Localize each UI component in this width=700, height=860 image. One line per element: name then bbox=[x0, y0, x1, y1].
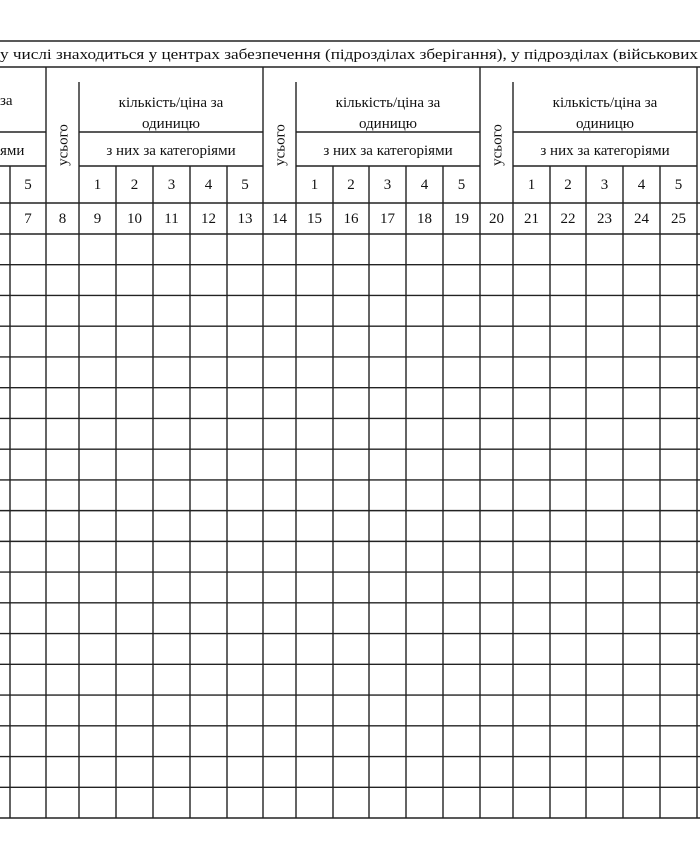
category-number: 5 bbox=[457, 177, 466, 193]
column-index: 23 bbox=[597, 211, 612, 227]
category-number: 1 bbox=[310, 177, 319, 193]
total-label: усього bbox=[489, 124, 506, 166]
partial-column-index: 7 bbox=[24, 211, 32, 227]
category-number: 2 bbox=[130, 177, 139, 193]
categories-label: з них за категоріями bbox=[106, 143, 236, 159]
category-number: 5 bbox=[674, 177, 683, 193]
category-number: 5 bbox=[241, 177, 249, 193]
column-index: 20 bbox=[489, 211, 504, 227]
column-index: 13 bbox=[237, 211, 253, 227]
total-label: усього bbox=[272, 124, 289, 166]
category-number: 2 bbox=[564, 177, 572, 193]
qty-price-label: одиницю bbox=[141, 116, 201, 132]
category-number: 4 bbox=[204, 177, 213, 193]
category-number: 4 bbox=[420, 177, 429, 193]
qty-price-label: кількість/ціна за bbox=[552, 95, 658, 111]
column-index: 12 bbox=[201, 211, 216, 227]
table-title: у числі знаходиться у центрах забезпечення (підрозділах зберігання), у підрозділах (військових bbox=[0, 47, 699, 63]
column-index: 21 bbox=[524, 211, 539, 227]
column-index: 10 bbox=[127, 211, 142, 227]
category-number: 3 bbox=[383, 177, 392, 193]
column-index: 16 bbox=[343, 211, 359, 227]
qty-price-label: одиницю bbox=[358, 116, 418, 132]
partial-category-number: 5 bbox=[24, 177, 32, 193]
total-label: усього bbox=[55, 124, 72, 166]
category-number: 3 bbox=[167, 177, 176, 193]
category-number: 4 bbox=[637, 177, 646, 193]
category-number: 3 bbox=[600, 177, 609, 193]
category-number: 1 bbox=[93, 177, 102, 193]
categories-label: з них за категоріями bbox=[323, 143, 453, 159]
partial-header-top: за bbox=[0, 93, 13, 109]
column-index: 22 bbox=[560, 211, 576, 227]
column-index: 24 bbox=[634, 211, 649, 227]
partial-header-bottom: ями bbox=[0, 143, 25, 159]
column-index: 8 bbox=[58, 211, 67, 227]
column-index: 17 bbox=[380, 211, 395, 227]
column-index: 19 bbox=[454, 211, 469, 227]
column-index: 14 bbox=[272, 211, 287, 227]
qty-price-label: одиницю bbox=[575, 116, 635, 132]
column-index: 18 bbox=[417, 211, 432, 227]
category-number: 1 bbox=[527, 177, 536, 193]
column-index: 11 bbox=[164, 211, 179, 227]
column-index: 25 bbox=[671, 211, 686, 227]
categories-label: з них за категоріями bbox=[540, 143, 670, 159]
column-index: 9 bbox=[93, 211, 102, 227]
qty-price-label: кількість/ціна за bbox=[118, 95, 224, 111]
qty-price-label: кількість/ціна за bbox=[335, 95, 441, 111]
category-number: 2 bbox=[347, 177, 355, 193]
column-index: 15 bbox=[307, 211, 322, 227]
